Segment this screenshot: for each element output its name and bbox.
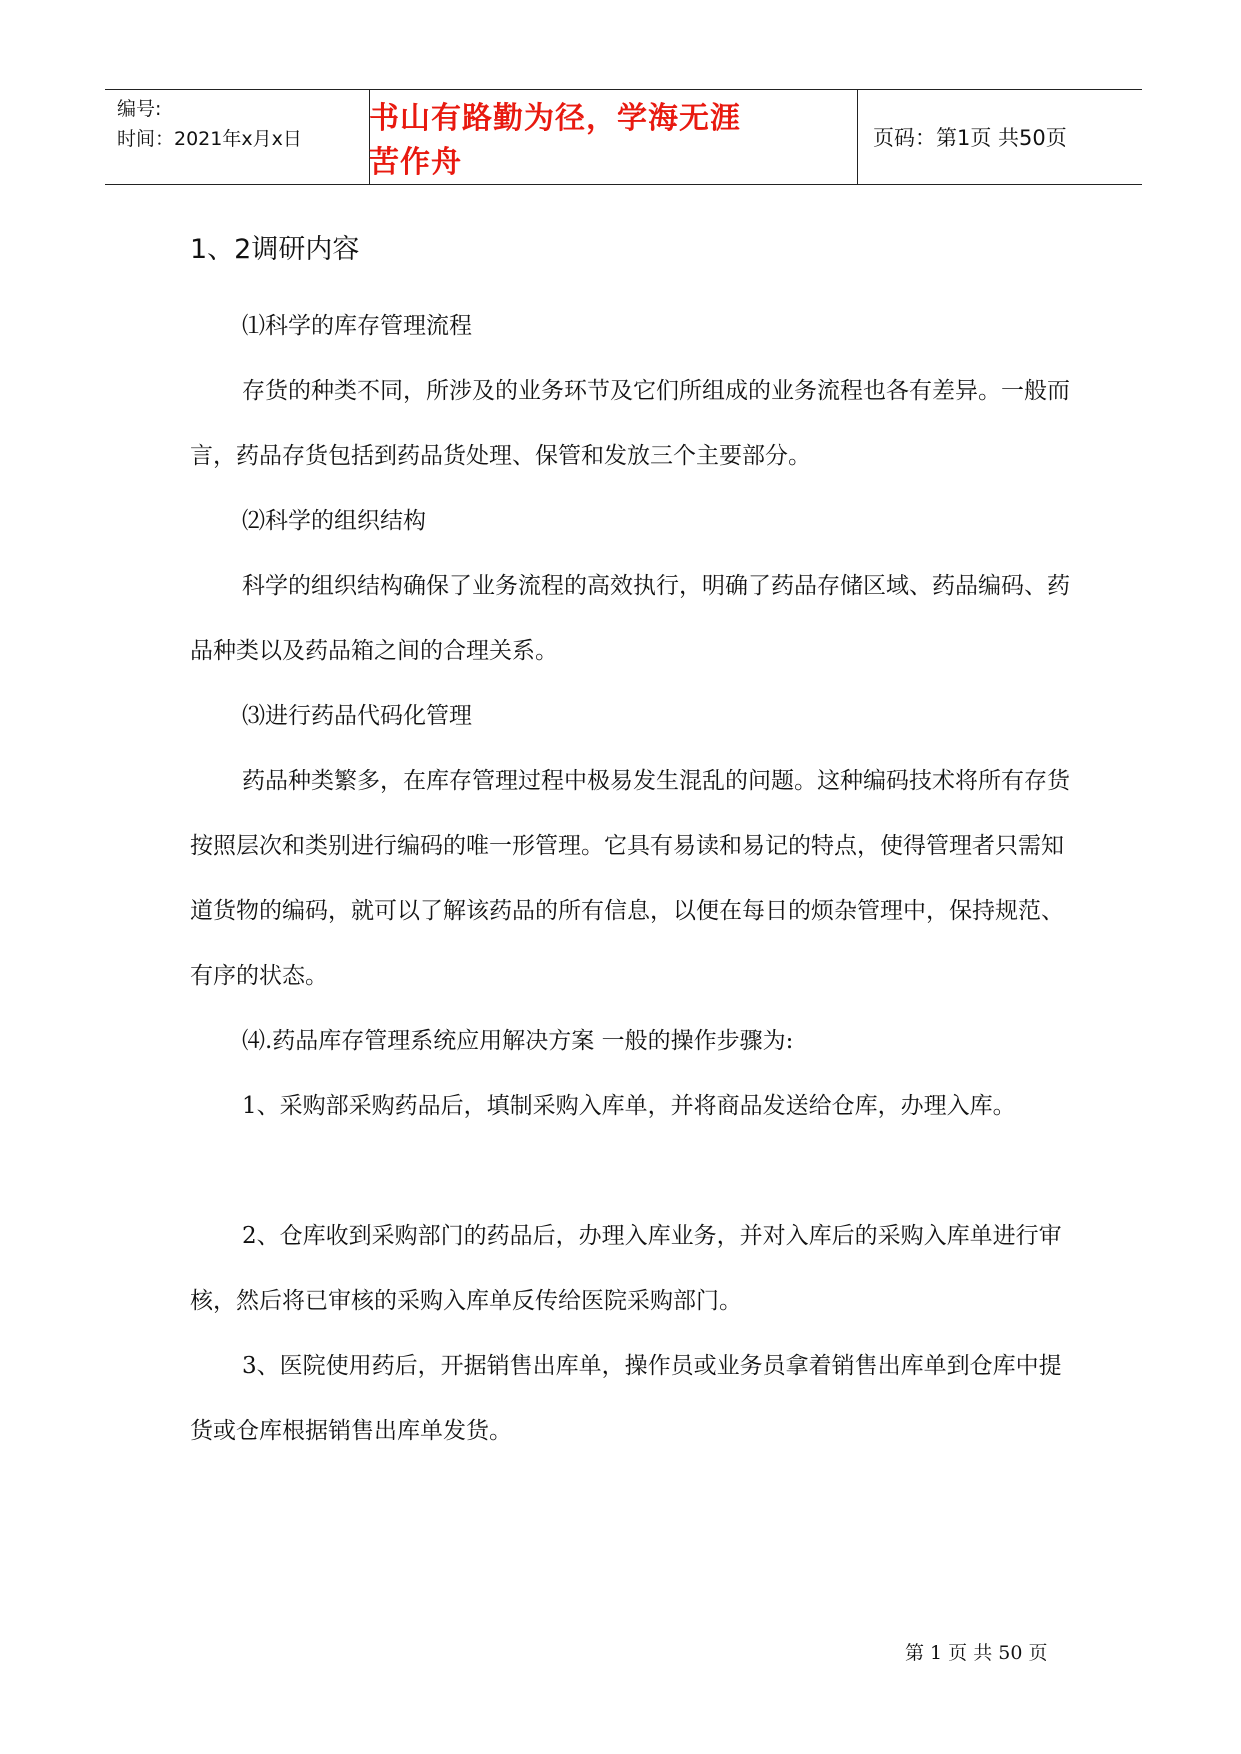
subsection-heading: ⑵科学的组织结构 — [242, 508, 426, 534]
body-paragraph: 存货的种类不同，所涉及的业务环节及它们所组成的业务流程也各有差异。一般而言，药品存货包括到药品货处理、保管和发放三个主要部分。 — [190, 378, 1070, 469]
page-header — [105, 89, 1142, 185]
subsection-heading: ⑴科学的库存管理流程 — [242, 313, 472, 339]
header-motto: 书山有路勤为径，学海无涯苦作舟 — [369, 101, 741, 180]
header-page-info: 页码：第1页 共50页 — [873, 126, 1067, 150]
header-divider-right — [857, 90, 858, 184]
subsection-heading: ⑶进行药品代码化管理 — [242, 703, 472, 729]
document-body — [190, 215, 1070, 1464]
body-paragraph: 2、仓库收到采购部门的药品后，办理入库业务，并对入库后的采购入库单进行审核，然后将已审核的采购入库单反传给医院采购部门。 — [190, 1223, 1062, 1314]
section-title: 1、2调研内容 — [190, 234, 360, 265]
subsection-heading: ⑷.药品库存管理系统应用解决方案 一般的操作步骤为: — [242, 1028, 794, 1054]
page-footer: 第 1 页 共 50 页 — [905, 1642, 1048, 1664]
document-time: 时间：2021年x月x日 — [117, 128, 302, 150]
body-paragraph: 1、采购部采购药品后，填制采购入库单，并将商品发送给仓库，办理入库。 — [242, 1093, 1016, 1119]
body-paragraph: 科学的组织结构确保了业务流程的高效执行，明确了药品存储区域、药品编码、药品种类以及药品箱之间的合理关系。 — [190, 573, 1070, 664]
paragraph-gap — [190, 1139, 1070, 1204]
document-number-label: 编号: — [117, 98, 162, 120]
section-blocks — [190, 294, 1070, 1464]
header-meta — [117, 94, 367, 154]
body-paragraph: 药品种类繁多，在库存管理过程中极易发生混乱的问题。这种编码技术将所有存货按照层次和类别进行编码的唯一形管理。它具有易读和易记的特点，使得管理者只需知道货物的编码，就可以了解该药品的所有信息，以便在每日的烦杂管理中，保持规范、有序的状态。 — [190, 768, 1070, 989]
body-paragraph: 3、医院使用药后，开据销售出库单，操作员或业务员拿着销售出库单到仓库中提货或仓库根据销售出库单发货。 — [190, 1353, 1062, 1444]
